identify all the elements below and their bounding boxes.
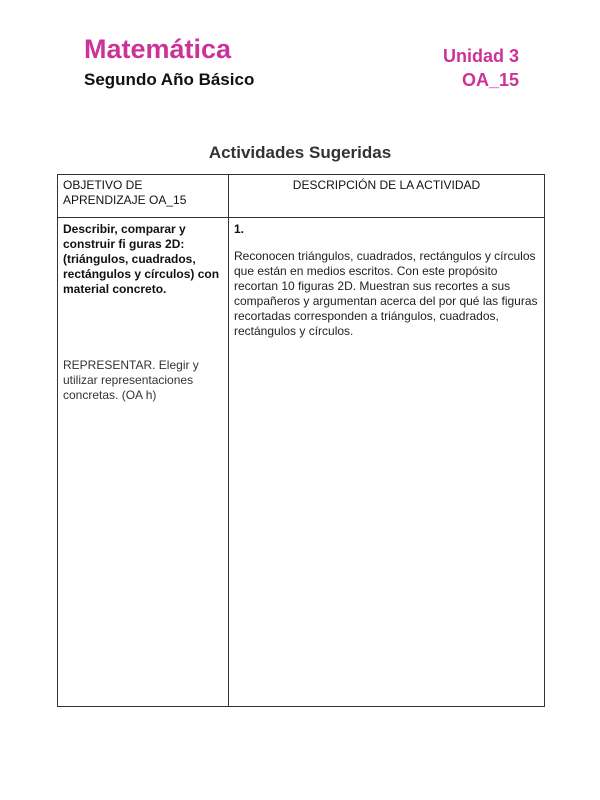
subject-title: Matemática	[84, 34, 232, 64]
objective-code: OA_15	[461, 70, 519, 90]
unit-label: Unidad 3	[442, 46, 519, 66]
objective-column-header: OBJETIVO DE APRENDIZAJE OA_15	[58, 175, 229, 218]
grade-level: Segundo Año Básico	[84, 70, 255, 89]
section-title: Actividades Sugeridas	[208, 143, 392, 162]
objective-cell	[58, 218, 229, 707]
description-cell	[229, 218, 545, 707]
objective-text: Describir, comparar y construir fi guras 2D: (triángulos, cuadrados, rectángulos y círculos) con material concreto.	[63, 222, 220, 296]
skill-text: REPRESENTAR. Elegir y utilizar representaciones concretas. (OA h)	[63, 358, 199, 402]
activity-description: Reconocen triángulos, cuadrados, rectángulos y círculos que están en medios escritos. Con este propósito recortan 10 figuras 2D. Muestran sus recortes a sus compañeros y argumentan acerca del por qué las figuras recortadas corresponden a triángulos, cuadrados, rectángulos y círculos.	[234, 249, 538, 338]
table-row	[58, 218, 545, 707]
activities-table	[57, 174, 545, 707]
description-column-header: DESCRIPCIÓN DE LA ACTIVIDAD	[229, 175, 545, 218]
table-header-row	[58, 175, 545, 218]
activity-number: 1.	[234, 222, 245, 236]
